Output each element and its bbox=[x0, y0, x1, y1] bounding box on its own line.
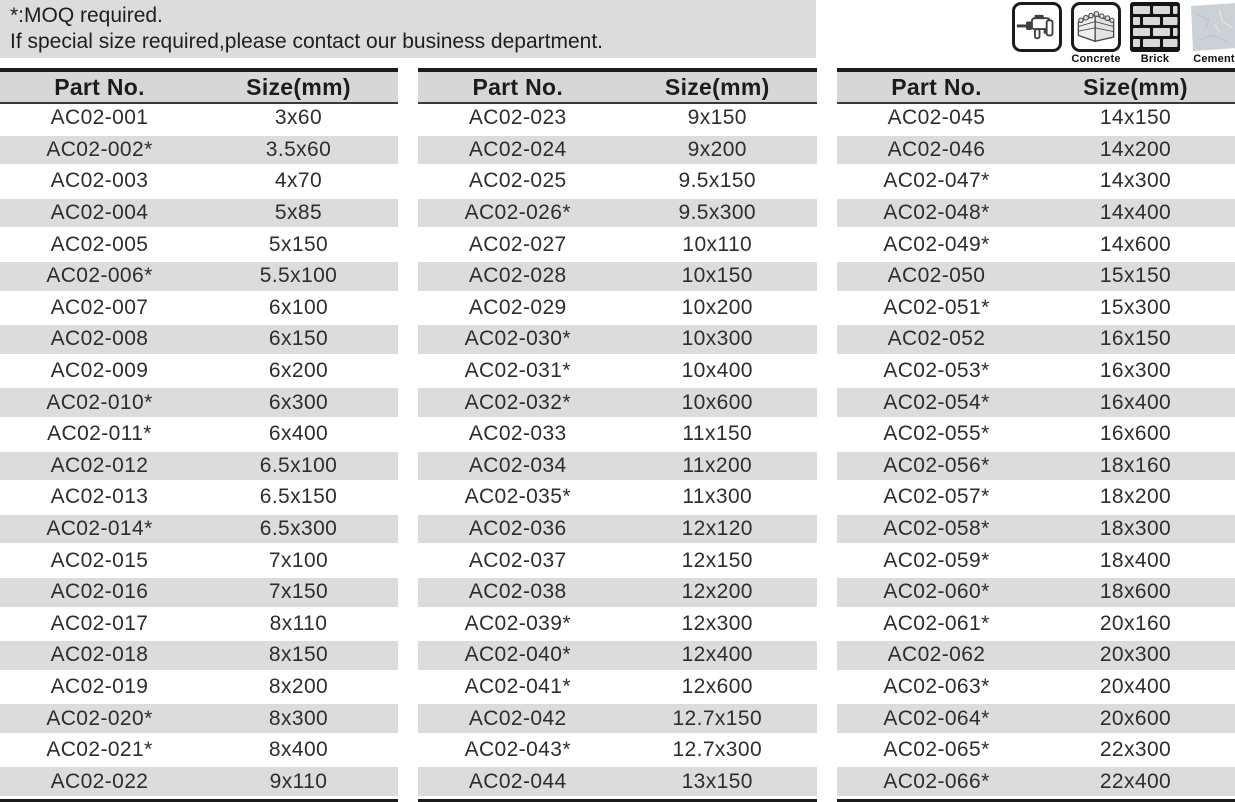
size-cell: 6x300 bbox=[268, 390, 329, 414]
table-row bbox=[418, 638, 817, 673]
table-row bbox=[418, 483, 817, 512]
table-row bbox=[837, 322, 1235, 357]
table-row bbox=[837, 610, 1235, 639]
part-no-cell: AC02-005 bbox=[50, 232, 149, 256]
part-no-cell: AC02-043* bbox=[464, 738, 571, 762]
table-row bbox=[0, 322, 398, 357]
size-cell: 7x150 bbox=[268, 580, 329, 604]
hammer-drill-icon bbox=[1012, 2, 1062, 52]
table-row bbox=[418, 294, 817, 323]
size-cell: 12.7x150 bbox=[672, 706, 763, 730]
part-no-cell: AC02-001 bbox=[50, 106, 149, 130]
part-no-cell: AC02-066* bbox=[883, 769, 990, 793]
part-no-cell: AC02-050 bbox=[887, 264, 986, 288]
table-row bbox=[837, 638, 1235, 673]
size-cell: 3x60 bbox=[274, 106, 323, 130]
table-row bbox=[837, 420, 1235, 449]
moq-note-line2: If special size required,please contact our business department. bbox=[10, 30, 603, 53]
table-row bbox=[0, 610, 398, 639]
part-no-cell: AC02-056* bbox=[883, 453, 990, 477]
size-cell: 20x400 bbox=[1099, 674, 1172, 698]
table-body bbox=[0, 104, 398, 799]
table-row bbox=[418, 575, 817, 610]
table-row bbox=[0, 357, 398, 386]
size-cell: 12x120 bbox=[681, 517, 753, 541]
table-row bbox=[418, 449, 817, 484]
part-no-cell: AC02-027 bbox=[468, 232, 567, 256]
table-row bbox=[418, 736, 817, 765]
size-cell: 14x300 bbox=[1099, 169, 1172, 193]
table-row bbox=[0, 420, 398, 449]
part-no-cell: AC02-037 bbox=[468, 548, 567, 572]
size-cell: 16x600 bbox=[1099, 422, 1172, 446]
table-row bbox=[418, 673, 817, 702]
part-no-cell: AC02-011* bbox=[47, 422, 152, 446]
size-cell: 10x300 bbox=[681, 327, 753, 351]
size-cell: 14x150 bbox=[1099, 106, 1172, 130]
table-row bbox=[837, 483, 1235, 512]
part-no-cell: AC02-039* bbox=[464, 611, 571, 635]
part-no-cell: AC02-017 bbox=[50, 611, 149, 635]
part-no-cell: AC02-035* bbox=[464, 485, 571, 509]
part-no-cell: AC02-030* bbox=[464, 327, 571, 351]
table-row bbox=[418, 259, 817, 294]
part-no-cell: AC02-034 bbox=[468, 453, 567, 477]
size-cell: 6.5x300 bbox=[259, 517, 338, 541]
size-cell: 11x300 bbox=[682, 485, 753, 509]
part-no-cell: AC02-015 bbox=[50, 548, 149, 572]
table-row bbox=[837, 357, 1235, 386]
part-no-cell: AC02-044 bbox=[468, 769, 567, 793]
table-row bbox=[0, 196, 398, 231]
part-no-cell: AC02-062 bbox=[887, 643, 986, 667]
table-row bbox=[0, 673, 398, 702]
part-no-cell: AC02-025 bbox=[468, 169, 567, 193]
size-cell: 6x400 bbox=[268, 422, 329, 446]
size-cell: 4x70 bbox=[274, 169, 323, 193]
part-no-cell: AC02-036 bbox=[468, 517, 567, 541]
size-cell: 6x200 bbox=[268, 359, 329, 383]
table-row bbox=[418, 420, 817, 449]
table-row bbox=[0, 483, 398, 512]
table-row bbox=[418, 133, 817, 168]
table-row bbox=[0, 546, 398, 575]
brick-icon-label: Brick bbox=[1140, 53, 1170, 65]
table-row bbox=[837, 259, 1235, 294]
part-no-cell: AC02-003 bbox=[50, 169, 149, 193]
part-no-cell: AC02-046 bbox=[887, 137, 986, 161]
part-no-cell: AC02-022 bbox=[50, 769, 149, 793]
icon-cell-drill bbox=[1012, 2, 1062, 65]
table-row bbox=[418, 385, 817, 420]
size-cell: 10x400 bbox=[681, 359, 753, 383]
table-header-row bbox=[418, 72, 817, 104]
size-cell: 9.5x150 bbox=[678, 169, 757, 193]
parts-table-1 bbox=[0, 68, 398, 802]
size-cell: 20x600 bbox=[1099, 706, 1172, 730]
part-no-cell: AC02-060* bbox=[883, 580, 990, 604]
table-row bbox=[837, 546, 1235, 575]
table-row bbox=[0, 736, 398, 765]
part-no-cell: AC02-042 bbox=[468, 706, 567, 730]
part-no-cell: AC02-024 bbox=[468, 137, 567, 161]
table-row bbox=[837, 449, 1235, 484]
part-no-cell: AC02-016 bbox=[50, 580, 149, 604]
table-row bbox=[418, 196, 817, 231]
size-cell: 10x200 bbox=[681, 295, 753, 319]
table-row bbox=[0, 449, 398, 484]
size-cell: 14x600 bbox=[1099, 232, 1172, 256]
concrete-icon bbox=[1071, 2, 1121, 52]
size-cell: 6x150 bbox=[268, 327, 329, 351]
size-cell: 9.5x300 bbox=[678, 201, 757, 225]
table-row bbox=[837, 673, 1235, 702]
size-cell: 18x160 bbox=[1099, 453, 1172, 477]
part-no-cell: AC02-065* bbox=[883, 738, 990, 762]
table-row bbox=[0, 638, 398, 673]
size-cell: 5x150 bbox=[268, 232, 329, 256]
table-row bbox=[418, 764, 817, 799]
concrete-icon-label: Concrete bbox=[1071, 53, 1121, 65]
table-row bbox=[837, 736, 1235, 765]
size-cell: 20x300 bbox=[1099, 643, 1172, 667]
moq-note-line1: *:MOQ required. bbox=[10, 4, 163, 27]
size-cell: 12x200 bbox=[681, 580, 753, 604]
size-cell: 12x400 bbox=[681, 643, 753, 667]
size-cell: 3.5x60 bbox=[265, 137, 332, 161]
part-no-cell: AC02-059* bbox=[883, 548, 990, 572]
part-no-cell: AC02-047* bbox=[883, 169, 990, 193]
material-icons bbox=[1012, 2, 1235, 65]
part-no-cell: AC02-055* bbox=[883, 422, 990, 446]
table-row bbox=[418, 546, 817, 575]
icon-cell-concrete bbox=[1071, 2, 1121, 65]
size-cell: 10x600 bbox=[681, 390, 753, 414]
size-cell: 14x200 bbox=[1099, 137, 1172, 161]
part-no-cell: AC02-002* bbox=[46, 137, 153, 161]
size-cell: 11x150 bbox=[682, 422, 753, 446]
size-header: Size(mm) bbox=[1083, 73, 1188, 100]
part-no-cell: AC02-031* bbox=[464, 359, 571, 383]
size-cell: 5.5x100 bbox=[259, 264, 338, 288]
moq-note bbox=[0, 0, 816, 58]
table-row bbox=[0, 764, 398, 799]
part-no-cell: AC02-028 bbox=[468, 264, 567, 288]
part-no-cell: AC02-058* bbox=[883, 517, 990, 541]
part-no-cell: AC02-020* bbox=[46, 706, 153, 730]
size-cell: 16x400 bbox=[1099, 390, 1172, 414]
part-no-cell: AC02-026* bbox=[464, 201, 571, 225]
part-no-cell: AC02-004 bbox=[50, 201, 149, 225]
size-cell: 16x300 bbox=[1099, 359, 1172, 383]
size-cell: 9x110 bbox=[269, 769, 328, 793]
size-cell: 15x300 bbox=[1099, 295, 1172, 319]
part-no-cell: AC02-029 bbox=[468, 295, 567, 319]
table-row bbox=[0, 701, 398, 736]
table-row bbox=[418, 610, 817, 639]
part-no-cell: AC02-023 bbox=[468, 106, 567, 130]
part-no-cell: AC02-033 bbox=[468, 422, 567, 446]
part-no-cell: AC02-010* bbox=[46, 390, 153, 414]
part-no-cell: AC02-012 bbox=[50, 453, 149, 477]
size-cell: 18x600 bbox=[1099, 580, 1172, 604]
size-cell: 8x110 bbox=[269, 611, 328, 635]
size-cell: 18x400 bbox=[1099, 548, 1172, 572]
table-row bbox=[0, 512, 398, 547]
size-cell: 12.7x300 bbox=[672, 738, 763, 762]
table-row bbox=[418, 357, 817, 386]
table-row bbox=[0, 167, 398, 196]
size-cell: 12x600 bbox=[681, 674, 753, 698]
part-no-cell: AC02-040* bbox=[464, 643, 571, 667]
size-cell: 8x300 bbox=[268, 706, 329, 730]
size-cell: 22x400 bbox=[1099, 769, 1172, 793]
size-cell: 8x400 bbox=[268, 738, 329, 762]
size-cell: 9x200 bbox=[687, 137, 747, 161]
table-body bbox=[418, 104, 817, 799]
table-body bbox=[837, 104, 1235, 799]
part-no-header: Part No. bbox=[891, 73, 982, 100]
table-row bbox=[0, 259, 398, 294]
table-row bbox=[418, 322, 817, 357]
table-row bbox=[0, 575, 398, 610]
table-row bbox=[837, 701, 1235, 736]
part-no-header: Part No. bbox=[54, 73, 145, 100]
cement-icon-label: Cement bbox=[1193, 53, 1235, 65]
size-cell: 7x100 bbox=[268, 548, 329, 572]
table-row bbox=[418, 230, 817, 259]
size-cell: 10x150 bbox=[681, 264, 753, 288]
part-no-cell: AC02-038 bbox=[468, 580, 567, 604]
table-row bbox=[0, 385, 398, 420]
table-row bbox=[837, 230, 1235, 259]
table-row bbox=[837, 385, 1235, 420]
icon-cell-cement bbox=[1189, 2, 1235, 65]
table-row bbox=[0, 230, 398, 259]
part-no-cell: AC02-041* bbox=[464, 674, 571, 698]
table-row bbox=[0, 133, 398, 168]
table-row bbox=[837, 167, 1235, 196]
table-header-row bbox=[0, 72, 398, 104]
size-cell: 16x150 bbox=[1099, 327, 1172, 351]
table-row bbox=[418, 167, 817, 196]
size-cell: 6.5x150 bbox=[259, 485, 338, 509]
size-cell: 22x300 bbox=[1099, 738, 1172, 762]
part-no-cell: AC02-053* bbox=[883, 359, 990, 383]
part-no-cell: AC02-064* bbox=[883, 706, 990, 730]
size-cell: 12x150 bbox=[681, 548, 753, 572]
part-no-cell: AC02-052 bbox=[887, 327, 986, 351]
part-no-cell: AC02-007 bbox=[50, 295, 149, 319]
size-cell: 13x150 bbox=[681, 769, 753, 793]
part-no-cell: AC02-009 bbox=[50, 359, 149, 383]
brick-icon bbox=[1130, 2, 1180, 52]
part-no-cell: AC02-063* bbox=[883, 674, 990, 698]
size-cell: 18x200 bbox=[1099, 485, 1172, 509]
size-cell: 10x110 bbox=[682, 232, 753, 256]
part-no-cell: AC02-054* bbox=[883, 390, 990, 414]
table-row bbox=[837, 196, 1235, 231]
size-cell: 6x100 bbox=[268, 295, 329, 319]
size-cell: 15x150 bbox=[1099, 264, 1172, 288]
table-row bbox=[418, 701, 817, 736]
size-cell: 20x160 bbox=[1099, 611, 1172, 635]
part-no-cell: AC02-032* bbox=[464, 390, 571, 414]
table-row bbox=[418, 512, 817, 547]
table-row bbox=[418, 104, 817, 133]
table-row bbox=[837, 133, 1235, 168]
parts-table-3 bbox=[837, 68, 1235, 802]
part-no-cell: AC02-013 bbox=[50, 485, 149, 509]
table-row bbox=[0, 104, 398, 133]
size-cell: 18x300 bbox=[1099, 517, 1172, 541]
table-row bbox=[837, 575, 1235, 610]
size-header: Size(mm) bbox=[246, 73, 351, 100]
part-no-cell: AC02-061* bbox=[883, 611, 990, 635]
part-no-cell: AC02-049* bbox=[883, 232, 990, 256]
table-row bbox=[837, 764, 1235, 799]
part-no-cell: AC02-018 bbox=[50, 643, 149, 667]
table-row bbox=[837, 512, 1235, 547]
size-cell: 8x200 bbox=[268, 674, 329, 698]
table-header-row bbox=[837, 72, 1235, 104]
part-no-cell: AC02-014* bbox=[46, 517, 153, 541]
part-no-header: Part No. bbox=[472, 73, 564, 100]
cement-icon bbox=[1189, 2, 1235, 52]
size-header: Size(mm) bbox=[664, 73, 770, 100]
size-cell: 11x200 bbox=[682, 453, 753, 477]
part-no-cell: AC02-006* bbox=[46, 264, 153, 288]
size-cell: 14x400 bbox=[1099, 201, 1172, 225]
table-row bbox=[837, 104, 1235, 133]
size-cell: 9x150 bbox=[687, 106, 747, 130]
part-no-cell: AC02-057* bbox=[883, 485, 990, 509]
size-cell: 6.5x100 bbox=[259, 453, 338, 477]
size-cell: 8x150 bbox=[268, 643, 329, 667]
table-row bbox=[837, 294, 1235, 323]
part-no-cell: AC02-008 bbox=[50, 327, 149, 351]
part-no-cell: AC02-048* bbox=[883, 201, 990, 225]
part-no-cell: AC02-045 bbox=[887, 106, 986, 130]
parts-table-2 bbox=[418, 68, 817, 802]
icon-cell-brick bbox=[1130, 2, 1180, 65]
size-cell: 12x300 bbox=[681, 611, 753, 635]
part-no-cell: AC02-051* bbox=[883, 295, 990, 319]
part-no-cell: AC02-019 bbox=[50, 674, 149, 698]
part-no-cell: AC02-021* bbox=[46, 738, 153, 762]
size-cell: 5x85 bbox=[274, 201, 323, 225]
table-row bbox=[0, 294, 398, 323]
